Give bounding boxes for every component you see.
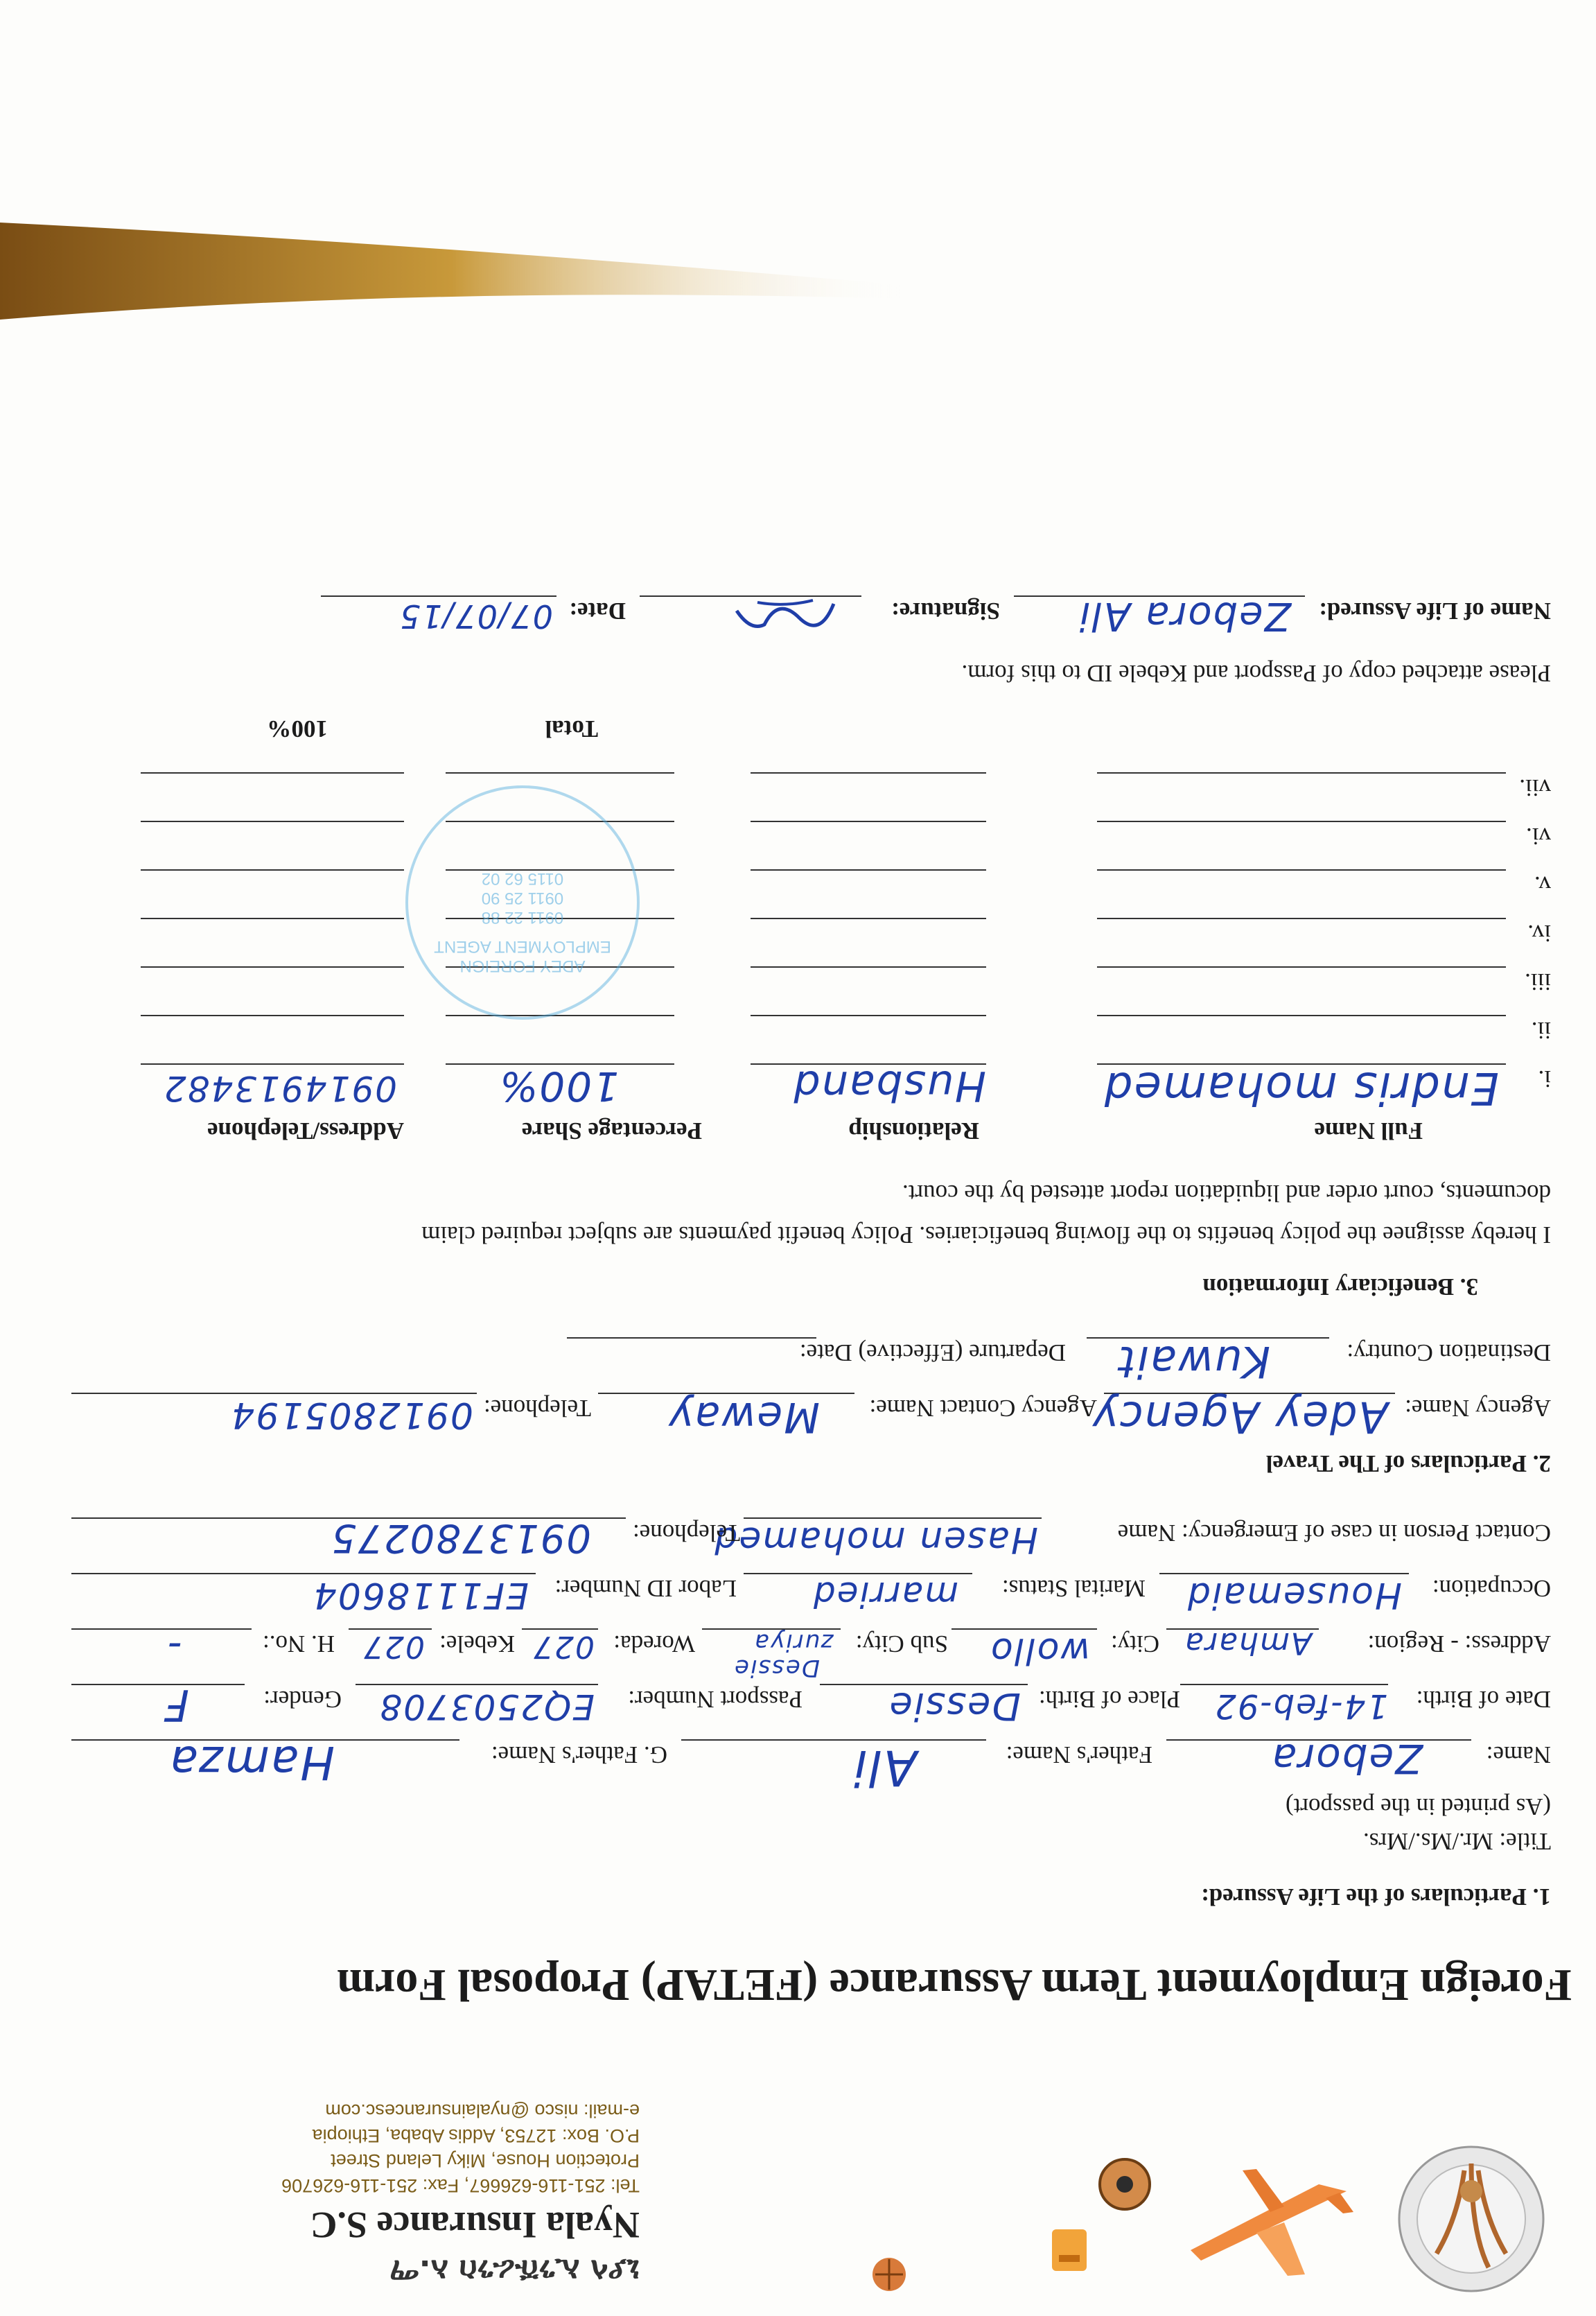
address-region-label: Address: - Region:	[1367, 1630, 1551, 1657]
full-name-value: Endris mohamed	[1103, 1062, 1499, 1113]
row-number: v.	[1534, 871, 1551, 898]
nyala-logo-icon	[1395, 2143, 1547, 2295]
subcity-value: zuriya	[753, 1628, 834, 1656]
emergency-contact-value: Hasen mohamed	[713, 1519, 1038, 1560]
form-title: Foreign Employment Term Assurance (FETAP) Proposal Form	[337, 1960, 1572, 2010]
full-name-field[interactable]	[1097, 869, 1506, 871]
passport-icon	[1049, 2226, 1090, 2274]
company-name-english: Nyala Insurance S.C	[310, 2204, 640, 2246]
stamp-line: 0115 62 02	[481, 869, 564, 888]
relationship-field[interactable]	[751, 1015, 986, 1016]
section1-heading: 1. Particulars of the Life Assured:	[1201, 1883, 1551, 1910]
full-name-field[interactable]	[1097, 821, 1506, 822]
signature-label: Signature:	[891, 598, 1000, 625]
gfather-name-label: G. Father's Name:	[491, 1741, 667, 1768]
marital-status-value: married	[812, 1574, 958, 1614]
relationship-field[interactable]	[751, 966, 986, 968]
agency-contact-value: Meway	[667, 1393, 820, 1441]
share-value: 100%	[498, 1063, 619, 1110]
agency-telephone-value: 0912805194	[230, 1394, 473, 1436]
stamp-line: ADEY FOREIGN	[459, 957, 586, 975]
address-field[interactable]	[141, 918, 404, 919]
gender-value: F	[163, 1680, 189, 1730]
share-field[interactable]	[446, 1015, 674, 1016]
agency-name-value: Adey Agency	[1091, 1392, 1388, 1443]
row-number: i.	[1538, 1065, 1551, 1092]
stamp-line: 0911 25 90	[481, 889, 564, 907]
name-value: Zebora	[1270, 1735, 1423, 1782]
header-address-telephone: Address/Telephone	[207, 1117, 404, 1144]
assured-name-value: Zebora Ali	[1078, 593, 1291, 638]
occupation-value: Housemaid	[1186, 1574, 1402, 1616]
occupation-label: Occupation:	[1432, 1575, 1551, 1602]
full-name-field[interactable]	[1097, 772, 1506, 774]
row-number: vi.	[1526, 823, 1551, 850]
dob-field[interactable]	[1180, 1684, 1388, 1685]
total-label: Total	[545, 715, 598, 742]
emergency-contact-label: Contact Person in case of Emergency: Name	[1117, 1520, 1551, 1547]
departure-date-label: Departure (Effective) Date:	[799, 1339, 1066, 1366]
company-name-amharic: ኒያላ ኢንሹራንስ አ.ማ	[389, 2253, 640, 2288]
destination-country-label: Destination Country:	[1347, 1339, 1551, 1366]
father-name-value: Ali	[852, 1739, 917, 1796]
pob-label: Place of Birth:	[1038, 1686, 1180, 1713]
title-label: Title: Mr./Ms./Mrs.	[1362, 1828, 1551, 1855]
kebele-value: 027	[362, 1629, 425, 1664]
date-value: 07/07/15	[398, 598, 553, 635]
marital-status-label: Marital Status:	[1001, 1575, 1146, 1602]
decorative-swoosh	[0, 188, 903, 326]
region-value: Amhara	[1184, 1626, 1312, 1661]
company-email: e-mail: nisco @nyalainsurancesc.com	[325, 2100, 640, 2121]
subcity-value-top: Dessie	[733, 1654, 820, 1682]
full-name-field[interactable]	[1097, 1015, 1506, 1016]
date-label: Date:	[569, 598, 626, 625]
subcity-label: Sub City:	[855, 1630, 948, 1657]
passport-note: (As printed in the passport)	[1286, 1793, 1551, 1820]
agency-contact-label: Agency Contact Name:	[869, 1395, 1097, 1422]
departure-date-field[interactable]	[567, 1337, 816, 1339]
airplane-icon	[1180, 2163, 1360, 2288]
hno-value: -	[166, 1624, 182, 1671]
address-field[interactable]	[141, 1015, 404, 1016]
agency-telephone-label: Telephone:	[484, 1395, 591, 1422]
stamp-line: EMPLOYMENT AGENT	[434, 937, 611, 956]
section3-heading: 3. Beneficiary Information	[1202, 1273, 1478, 1300]
kebele-label: Kebele:	[439, 1630, 515, 1657]
emergency-telephone-label: Telephone:	[633, 1520, 740, 1547]
gender-field[interactable]	[71, 1684, 245, 1685]
address-value: 0914913482	[162, 1068, 397, 1108]
full-name-field[interactable]	[1097, 966, 1506, 968]
destination-country-value: Kuwait	[1117, 1337, 1270, 1387]
assured-name-label: Name of Life Assured:	[1319, 598, 1551, 625]
passport-value: EQ2503708	[378, 1687, 595, 1727]
pob-value: Dessie	[888, 1684, 1021, 1728]
total-value: 100%	[267, 715, 328, 742]
header-percentage-share: Percentage Share	[521, 1117, 702, 1144]
attachment-note: Please attached copy of Passport and Kebele ID to this form.	[961, 660, 1551, 687]
address-field[interactable]	[141, 821, 404, 822]
row-number: vii.	[1519, 774, 1551, 801]
header-relationship: Relationship	[848, 1117, 979, 1144]
name-label: Name:	[1486, 1741, 1551, 1768]
city-label: City:	[1110, 1630, 1159, 1657]
globe-icon	[868, 2254, 910, 2295]
company-tel-fax: Tel: 251-116-626667, Fax: 251-116-626706	[281, 2175, 640, 2196]
relationship-value: Husband	[792, 1061, 986, 1110]
passport-field[interactable]	[356, 1684, 598, 1685]
city-value: wollo	[989, 1630, 1090, 1671]
father-name-label: Father's Name:	[1006, 1741, 1152, 1768]
address-field[interactable]	[141, 869, 404, 871]
relationship-field[interactable]	[751, 821, 986, 822]
address-field[interactable]	[141, 966, 404, 968]
relationship-field[interactable]	[751, 918, 986, 919]
hno-field[interactable]	[71, 1628, 252, 1630]
passport-label: Passport Number:	[628, 1686, 803, 1713]
section2-heading: 2. Particulars of The Travel	[1265, 1450, 1551, 1477]
dob-label: Date of Birth:	[1416, 1686, 1551, 1713]
hno-label: H. No.:	[262, 1630, 335, 1657]
woreda-label: Woreda:	[613, 1630, 695, 1657]
share-field[interactable]	[446, 772, 674, 774]
beneficiary-intro-line1: I hereby assignee the policy benefits to the flowing beneficiaries. Policy benefit payments are subject required claim	[421, 1221, 1551, 1248]
agency-stamp	[405, 785, 640, 1020]
address-field[interactable]	[141, 772, 404, 774]
company-address: Protection House, Miky Leland Street	[331, 2150, 640, 2171]
emergency-telephone-value: 0913780275	[330, 1515, 591, 1560]
company-po-box: P.O. Box: 12753, Addis Ababa, Ethiopia	[312, 2125, 640, 2146]
row-number: iv.	[1527, 920, 1551, 947]
ball-icon	[1097, 2157, 1152, 2212]
father-name-field[interactable]	[681, 1739, 986, 1741]
header-full-name: Full Name	[1314, 1117, 1423, 1144]
dob-value: 14-feb-92	[1213, 1687, 1388, 1725]
date-field[interactable]	[321, 595, 556, 597]
relationship-field[interactable]	[751, 869, 986, 871]
gender-label: Gender:	[263, 1686, 342, 1713]
gfather-name-value: Hamza	[168, 1736, 335, 1789]
stamp-line: 0911 22 88	[481, 908, 564, 927]
address-field[interactable]	[141, 1063, 404, 1065]
relationship-field[interactable]	[751, 772, 986, 774]
row-number: ii.	[1531, 1017, 1551, 1044]
beneficiary-intro-line2: documents, court order and liquidation report attested by the court.	[902, 1180, 1551, 1207]
full-name-field[interactable]	[1097, 918, 1506, 919]
woreda-value: 027	[532, 1629, 595, 1664]
agency-name-label: Agency Name:	[1405, 1395, 1551, 1422]
row-number: iii.	[1525, 968, 1551, 995]
labor-id-value: EF1118604	[312, 1574, 529, 1616]
signature-mark	[730, 590, 841, 645]
labor-id-label: Labor ID Number:	[554, 1575, 737, 1602]
